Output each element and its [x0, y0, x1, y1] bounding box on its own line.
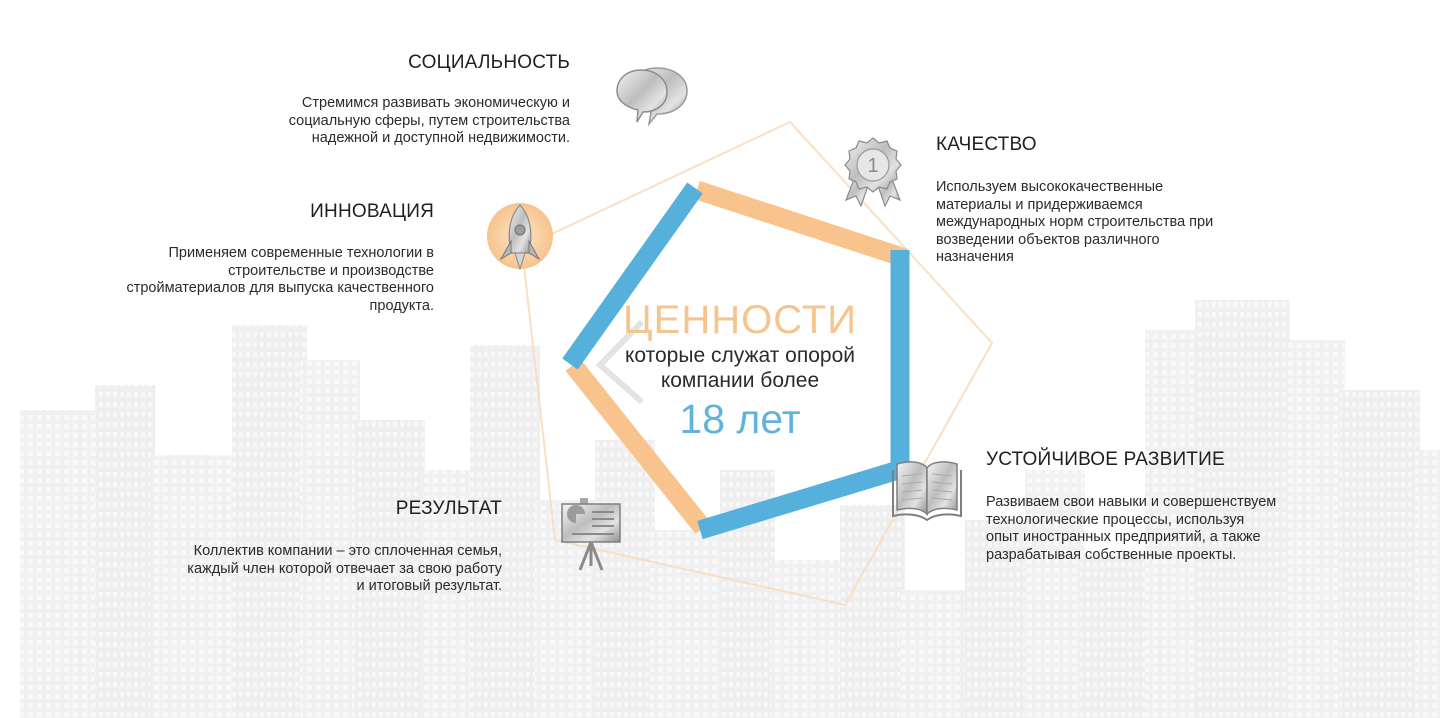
- rocket-icon: [487, 203, 553, 269]
- center-subtitle: [560, 343, 920, 393]
- speech-bubbles-icon: [617, 68, 687, 124]
- center-title: ЦЕННОСТИ: [623, 298, 857, 342]
- quality-title: КАЧЕСТВО: [936, 134, 1037, 155]
- development-text: Развиваем свои навыки и совершенствуем технологические процессы, используя опыт иностранных предприятий, а также разрабатывая собственные проекты.: [986, 494, 1277, 563]
- social-text: Стремимся развивать экономическую и социальную сферы, путем строительства надежной и доступной недвижимости.: [288, 95, 570, 146]
- center-years: 18 лет: [679, 396, 801, 442]
- innovation-text: Применяем современные технологии в строительстве и производстве стройматериалов для выпуска качественного продукта.: [126, 245, 434, 314]
- result-text: Коллектив компании – это сплоченная семья, каждый член которой отвечает за свою работу и итоговый результат.: [187, 543, 502, 594]
- development-title: УСТОЙЧИВОЕ РАЗВИТИЕ: [986, 449, 1225, 470]
- award-medal-icon: [845, 138, 901, 206]
- presentation-board-icon: [562, 498, 620, 570]
- medal-number: 1: [867, 155, 879, 177]
- social-title: СОЦИАЛЬНОСТЬ: [408, 52, 570, 73]
- quality-text: Используем высококачественные материалы и придерживаемся международных норм строительства при возведении объектов различного назначения: [936, 179, 1214, 265]
- center-subtitle-line1: которые служат опорой: [624, 344, 855, 367]
- open-book-icon: [893, 462, 961, 520]
- result-title: РЕЗУЛЬТАТ: [395, 498, 502, 519]
- innovation-title: ИННОВАЦИЯ: [310, 201, 434, 222]
- center-subtitle-line2: компании более: [660, 369, 820, 392]
